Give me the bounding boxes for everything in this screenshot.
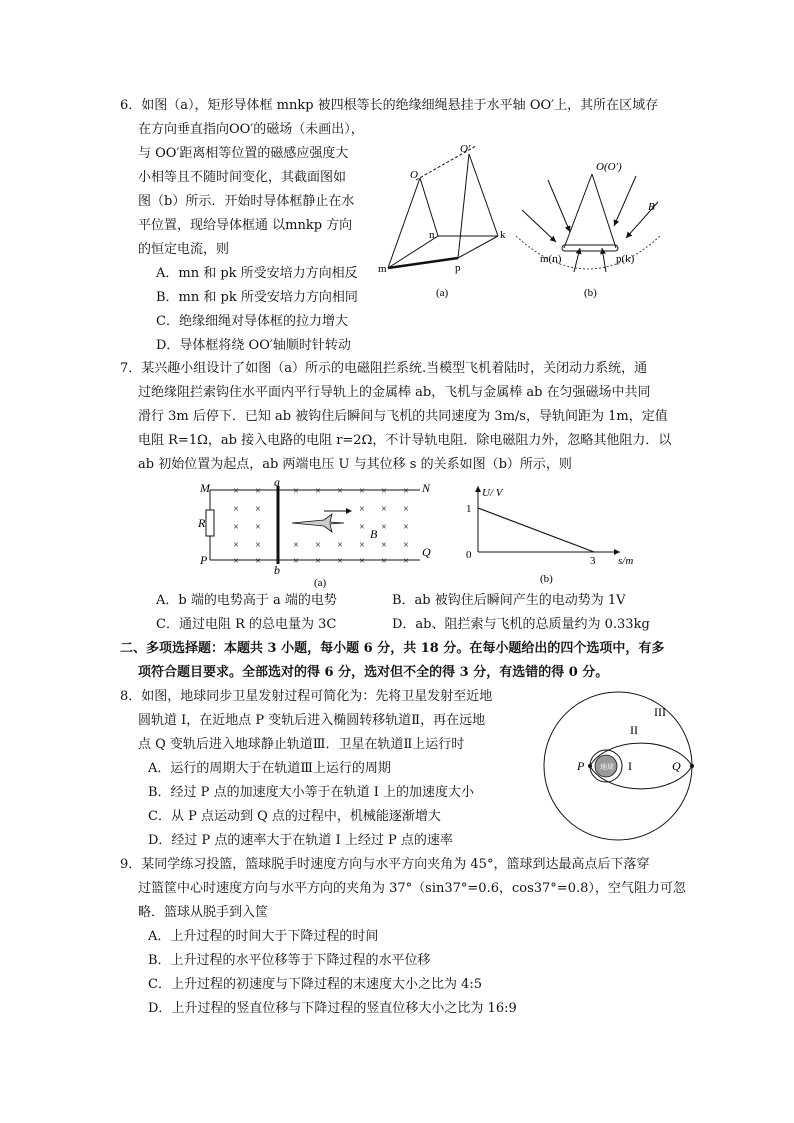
- q6-figure-b: [508, 150, 668, 300]
- q9-stem-line2: 过篮筐中心时速度方向与水平方向的夹角为 37°（sin37°=0.6，cos37°=0.8），空气阻力可忽: [138, 881, 686, 896]
- q9-option-a[interactable]: A．上升过程的时间大于下降过程的时间: [148, 929, 379, 944]
- q8-label-i: I: [628, 759, 632, 773]
- q6b-label-left: m(n): [540, 253, 562, 265]
- q7-stem-line2: 过绝缘阻拦索钩住水平面内平行导轨上的金属棒 ab，飞机与金属棒 ab 在匀强磁场中共同: [138, 385, 651, 400]
- field-cross: ×: [233, 486, 239, 497]
- field-cross: ×: [255, 504, 261, 515]
- field-cross: ×: [233, 504, 239, 515]
- q7a-label-field: B: [370, 527, 378, 541]
- q8-label-p: P: [577, 759, 585, 773]
- q6-stem-line1: 6．如图（a），矩形导体框 mnkp 被四根等长的绝缘细绳悬挂于水平轴 OO′上，其所在区域存: [120, 98, 659, 113]
- q6-option-c[interactable]: C．绝缘细绳对导体框的拉力增大: [156, 314, 348, 329]
- q8-orbit-figure: [530, 690, 700, 850]
- q7a-label-r: R: [198, 516, 206, 530]
- q7a-label-n: N: [422, 481, 431, 495]
- q7-option-b[interactable]: B．ab 被钩住后瞬间产生的电动势为 1V: [392, 593, 626, 608]
- q8-label-iii: III: [654, 705, 666, 719]
- field-cross: ×: [403, 522, 409, 533]
- q7-stem-line1: 7．某兴趣小组设计了如图（a）所示的电磁阻拦系统.当模型飞机着陆时，关闭动力系统，通: [120, 361, 648, 376]
- q8-label-ii: II: [630, 723, 638, 737]
- q9-option-b[interactable]: B．上升过程的水平位移等于下降过程的水平位移: [148, 953, 431, 968]
- q8-option-d[interactable]: D．经过 P 点的速率大于在轨道 I 上经过 P 点的速率: [148, 833, 453, 848]
- q6-stem-line3: 与 OO′距离相等位置的磁感应强度大: [138, 146, 349, 161]
- q6-stem-line2: 在方向垂直指向OO′的磁场（未画出），: [138, 122, 364, 137]
- q7b-tick-zero: 0: [466, 549, 472, 561]
- q8-label-q: Q: [672, 759, 681, 773]
- field-cross: ×: [233, 540, 239, 551]
- q6-stem-line5: 图（b）所示．开始时导体框静止在水: [138, 194, 355, 209]
- field-cross: ×: [403, 486, 409, 497]
- q7b-tick-y1: 1: [466, 503, 472, 515]
- field-cross: ×: [381, 504, 387, 515]
- q6a-label-k: k: [500, 229, 506, 241]
- field-cross: ×: [315, 486, 321, 497]
- q8-stem-line1: 8．如图，地球同步卫星发射过程可简化为：先将卫星发射至近地: [120, 689, 493, 704]
- q8-stem-line3: 点 Q 变轨后进入地球静止轨道Ⅲ．卫星在轨道Ⅱ上运行时: [138, 737, 465, 752]
- field-cross: ×: [337, 556, 343, 567]
- field-cross: ×: [233, 522, 239, 533]
- field-cross: ×: [337, 486, 343, 497]
- q9-option-c[interactable]: C．上升过程的初速度与下降过程的末速度大小之比为 4:5: [148, 977, 483, 992]
- q7-stem-line5: ab 初始位置为起点，ab 两端电压 U 与其位移 s 的关系如图（b）所示，则: [138, 457, 572, 472]
- field-cross: ×: [359, 522, 365, 533]
- q7-figure-b: [460, 480, 650, 588]
- field-cross: ×: [337, 540, 343, 551]
- q8-option-a[interactable]: A．运行的周期大于在轨道Ⅲ上运行的周期: [148, 761, 391, 776]
- field-cross: ×: [403, 556, 409, 567]
- q7-stem-line3: 滑行 3m 后停下．已知 ab 被钩住后瞬间与飞机的共同速度为 3m/s，导轨间距为 1m，定值: [138, 409, 668, 424]
- q6b-label-right: p(k): [616, 253, 635, 265]
- field-cross: ×: [293, 486, 299, 497]
- section2-heading-line2: 项符合题目要求。全部选对的得 6 分，选对但不全的得 3 分，有选错的得 0 分。: [138, 665, 609, 680]
- q8-option-c[interactable]: C．从 P 点运动到 Q 点的过程中，机械能逐渐增大: [148, 809, 441, 824]
- q6a-label-n: n: [429, 229, 435, 241]
- q7b-tick-x3: 3: [590, 555, 596, 567]
- q6-option-d[interactable]: D．导体框将绕 OO′轴顺时针转动: [156, 338, 351, 353]
- earth-label: 地球: [600, 763, 614, 771]
- field-cross: ×: [381, 540, 387, 551]
- q8-option-b[interactable]: B．经过 P 点的加速度大小等于在轨道 I 上的加速度大小: [148, 785, 474, 800]
- q7-option-a[interactable]: A．b 端的电势高于 a 端的电势: [156, 593, 337, 608]
- q6b-caption: (b): [584, 287, 597, 299]
- q6a-label-p: p: [455, 262, 461, 274]
- q9-stem-line3: 略．篮球从脱手到入筐: [138, 905, 269, 920]
- q6b-label-b: B: [648, 201, 655, 213]
- field-cross: ×: [403, 504, 409, 515]
- q6-stem-line7: 的恒定电流，则: [138, 242, 230, 257]
- field-cross: ×: [315, 540, 321, 551]
- field-cross: ×: [315, 556, 321, 567]
- q6-stem-line4: 小相等且不随时间变化，其截面图如: [138, 170, 347, 185]
- q7a-caption: (a): [314, 577, 327, 589]
- field-cross: ×: [255, 556, 261, 567]
- q7b-xlabel: s/m: [618, 555, 634, 567]
- q7-figure-a: [196, 478, 442, 590]
- field-cross: ×: [381, 486, 387, 497]
- field-cross: ×: [255, 486, 261, 497]
- q7a-label-b: b: [274, 563, 280, 577]
- q6a-label-o: O: [410, 169, 418, 181]
- q7a-label-q: Q: [422, 545, 431, 559]
- q6b-label-top: O(O′): [596, 161, 622, 173]
- q6a-label-m: m: [378, 263, 387, 275]
- q7-option-d[interactable]: D．ab、阻拦索与飞机的总质量约为 0.33kg: [392, 617, 650, 632]
- q6a-caption: (a): [436, 287, 449, 299]
- q7a-label-m: M: [200, 481, 210, 495]
- magnetic-field-crosses: [233, 486, 409, 567]
- q7-option-c[interactable]: C．通过电阻 R 的总电量为 3C: [156, 617, 337, 632]
- q9-stem-line1: 9．某同学练习投篮，篮球脱手时速度方向与水平方向夹角为 45°，篮球到达最高点后下落穿: [120, 857, 650, 872]
- q6-option-a[interactable]: A．mn 和 pk 所受安培力方向相反: [156, 266, 358, 281]
- field-cross: ×: [255, 540, 261, 551]
- q8-stem-line2: 圆轨道 I，在近地点 P 变轨后进入椭圆转移轨道Ⅱ，再在远地: [138, 713, 486, 728]
- q6-figure-a: [376, 140, 516, 300]
- field-cross: ×: [381, 522, 387, 533]
- field-cross: ×: [359, 540, 365, 551]
- q7b-caption: (b): [540, 573, 553, 585]
- field-cross: ×: [359, 556, 365, 567]
- section2-heading-line1: 二、多项选择题：本题共 3 小题，每小题 6 分，共 18 分。在每小题给出的四个选项中，有多: [120, 641, 665, 656]
- field-cross: ×: [403, 540, 409, 551]
- field-cross: ×: [381, 556, 387, 567]
- q7a-label-p: P: [200, 553, 208, 567]
- q9-option-d[interactable]: D．上升过程的竖直位移与下降过程的竖直位移大小之比为 16:9: [148, 1001, 517, 1016]
- field-cross: ×: [359, 486, 365, 497]
- field-cross: ×: [293, 556, 299, 567]
- field-cross: ×: [255, 522, 261, 533]
- q6-stem-line6: 平位置，现给导体框通 以mnkp 方向: [138, 218, 353, 233]
- u-s-line: [478, 508, 594, 552]
- field-cross: ×: [293, 540, 299, 551]
- q7b-ylabel: U/ V: [482, 487, 503, 499]
- q6a-label-o-prime: O′: [460, 143, 471, 155]
- field-cross: ×: [359, 504, 365, 515]
- q6-option-b[interactable]: B．mn 和 pk 所受安培力方向相同: [156, 290, 358, 305]
- q7-stem-line4: 电阻 R=1Ω，ab 接入电路的电阻 r=2Ω，不计导轨电阻．除电磁阻力外，忽略其他阻力．以: [138, 433, 672, 448]
- field-cross: ×: [233, 556, 239, 567]
- orbit-iii: [544, 692, 692, 840]
- q7a-label-a: a: [274, 478, 280, 489]
